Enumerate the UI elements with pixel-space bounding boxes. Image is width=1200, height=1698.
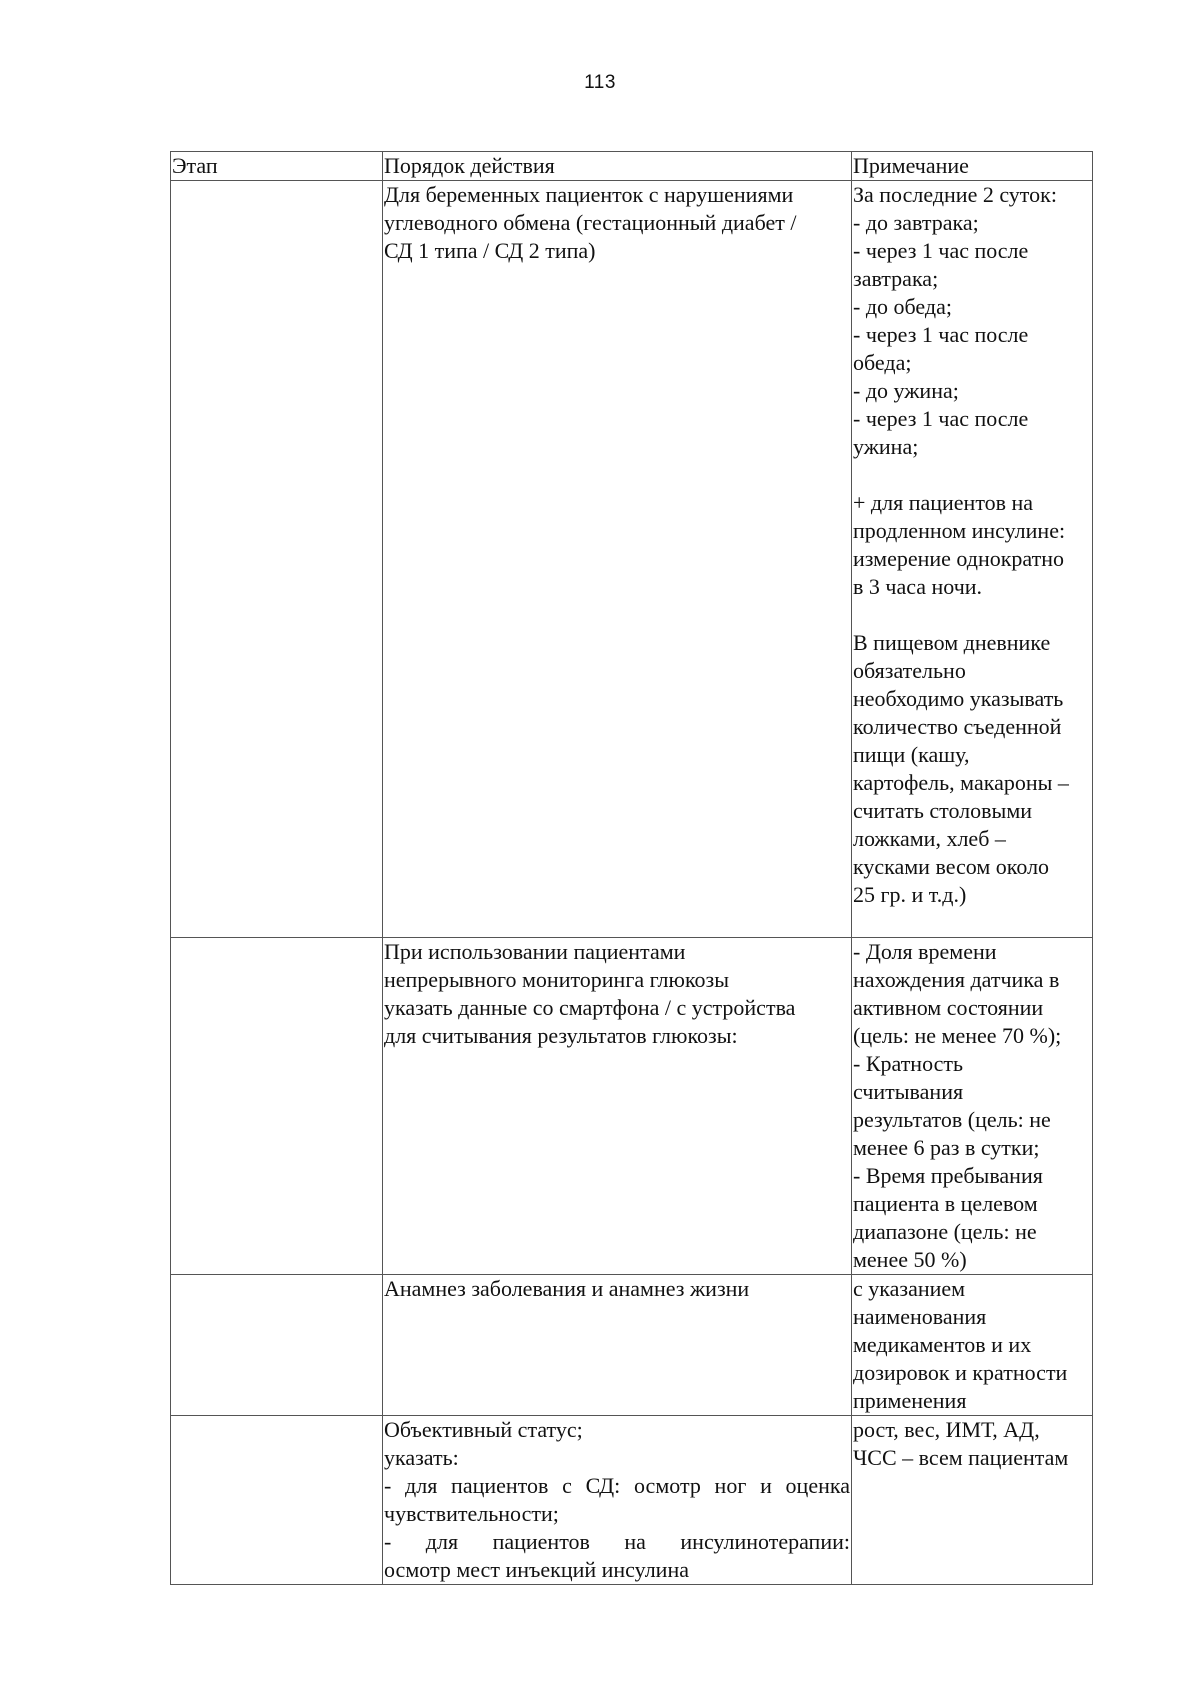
note-line: считать столовыми [853,798,1033,823]
action-line: Объективный статус; [384,1417,583,1442]
action-line: СД 1 типа / СД 2 типа) [384,238,596,263]
stage-cell [171,1416,383,1585]
note-line: - Доля времени [853,939,997,964]
table-row [171,938,1093,1275]
note-line: нахождения датчика в [853,967,1060,992]
stage-cell [171,1275,383,1416]
note-line: + для пациентов на [853,490,1034,515]
table-row [171,1416,1093,1585]
action-line: - для пациентов с СД: осмотр ног и оценка [384,1473,850,1498]
note-line: (цель: не менее 70 %); [853,1023,1062,1048]
note-line: - через 1 час после [853,238,1029,263]
action-line: углеводного обмена (гестационный диабет / [384,210,797,235]
header-note: Примечание [852,152,1093,181]
action-line: При использовании пациентами [384,939,686,964]
header-stage: Этап [171,152,383,181]
note-line: - через 1 час после [853,406,1029,431]
note-line: результатов (цель: не [853,1107,1051,1132]
note-line: ложками, хлеб – [853,826,1006,851]
note-line: пищи (кашу, [853,742,970,767]
header-action: Порядок действия [383,152,852,181]
note-line: менее 50 %) [853,1247,967,1272]
note-line: кусками весом около [853,854,1050,879]
note-line: в 3 часа ночи. [853,574,983,599]
action-cell [383,1275,852,1416]
note-line: обеда; [853,350,912,375]
note-line: менее 6 раз в сутки; [853,1135,1040,1160]
note-line [853,909,1091,937]
note-line: дозировок и кратности [853,1360,1068,1385]
note-line: За последние 2 суток: [853,182,1057,207]
stage-cell [171,938,383,1275]
note-line: измерение однократно [853,546,1065,571]
note-line: ужина; [853,434,919,459]
action-cell [383,938,852,1275]
note-line [853,461,1091,489]
note-line: обязательно [853,658,966,683]
note-line: 25 гр. и т.д.) [853,882,967,907]
procedure-table [170,151,1093,1585]
action-line: указать: [384,1445,459,1470]
note-line: - до обеда; [853,294,952,319]
note-line: применения [853,1388,967,1413]
note-line: необходимо указывать [853,686,1064,711]
note-line: медикаментов и их [853,1332,1032,1357]
note-line: с указанием [853,1276,966,1301]
table-row [171,181,1093,938]
note-line: наименования [853,1304,987,1329]
note-line: - Время пребывания [853,1163,1043,1188]
action-line: Анамнез заболевания и анамнез жизни [384,1276,750,1301]
note-line: активном состоянии [853,995,1044,1020]
note-cell [852,1275,1093,1416]
stage-cell [171,181,383,938]
note-cell [852,181,1093,938]
action-line: для считывания результатов глюкозы: [384,1023,738,1048]
action-line: - для пациентов на инсулинотерапии: [384,1529,850,1554]
page-number: 113 [584,72,616,93]
note-line: - через 1 час после [853,322,1029,347]
action-line: осмотр мест инъекций инсулина [384,1557,689,1582]
note-line: пациента в целевом [853,1191,1038,1216]
note-line: В пищевом дневнике [853,630,1051,655]
note-line: картофель, макароны – [853,770,1069,795]
note-line: продленном инсулине: [853,518,1066,543]
note-line: диапазоне (цель: не [853,1219,1037,1244]
note-cell [852,1416,1093,1585]
note-line: завтрака; [853,266,939,291]
action-line: чувствительности; [384,1501,559,1526]
note-line: - Кратность [853,1051,964,1076]
action-line: указать данные со смартфона / с устройства [384,995,796,1020]
action-cell [383,1416,852,1585]
note-line [853,601,1091,629]
action-cell [383,181,852,938]
action-line: непрерывного мониторинга глюкозы [384,967,729,992]
note-cell [852,938,1093,1275]
note-line: - до завтрака; [853,210,979,235]
note-line: количество съеденной [853,714,1062,739]
note-line: - до ужина; [853,378,959,403]
note-line: ЧСС – всем пациентам [853,1445,1069,1470]
table-header-row [171,152,1093,181]
note-line: считывания [853,1079,964,1104]
action-line: Для беременных пациенток с нарушениями [384,182,794,207]
note-line: рост, вес, ИМТ, АД, [853,1417,1040,1442]
table-row [171,1275,1093,1416]
